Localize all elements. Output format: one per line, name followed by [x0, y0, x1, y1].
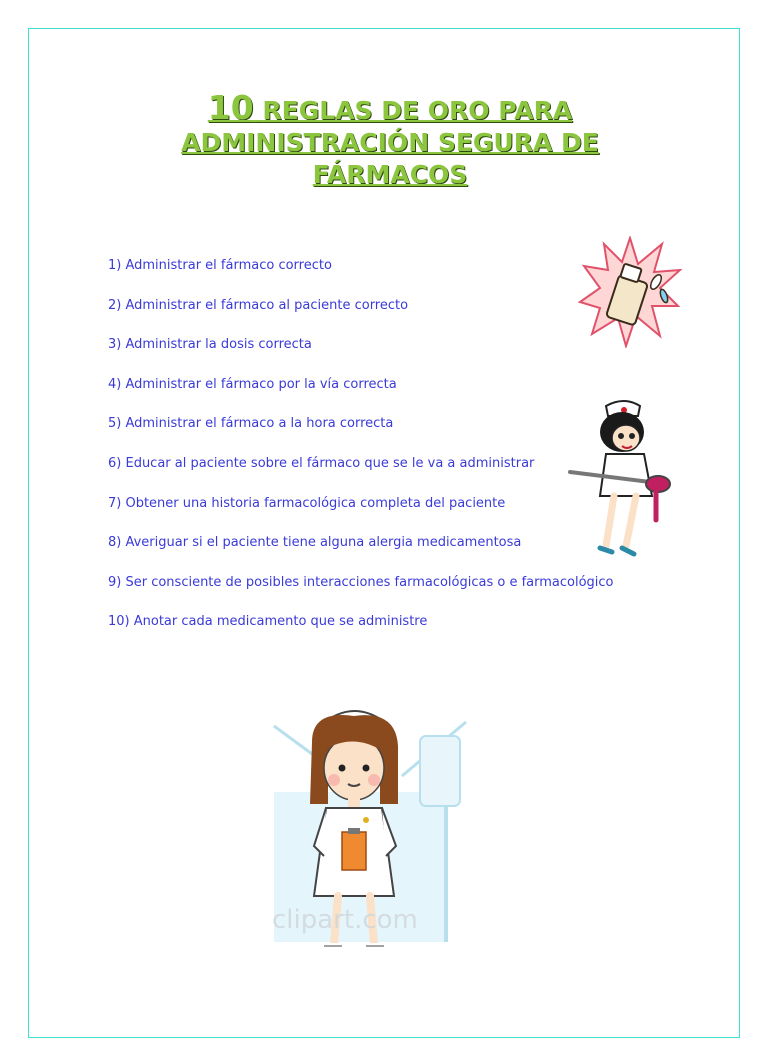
rule-item: 4) Administrar el fármaco por la vía correcta [108, 376, 397, 392]
title-line-3: FÁRMACOS [312, 160, 468, 189]
nurse-clipboard-icon [262, 696, 478, 958]
title-number: 10 [207, 88, 254, 127]
document-title [150, 88, 630, 191]
nurse-spoon-icon [566, 396, 680, 562]
rule-item: 10) Anotar cada medicamento que se administre [108, 614, 428, 630]
rule-item: 1) Administrar el fármaco correcto [108, 258, 332, 273]
watermark-text: clipart.com [272, 905, 418, 935]
title-line-2: ADMINISTRACIÓN SEGURA DE [181, 128, 599, 157]
rule-item: 6) Educar al paciente sobre el fármaco que se le va a administrar [108, 455, 535, 471]
rule-item: 7) Obtener una historia farmacológica completa del paciente [108, 495, 506, 511]
rule-item: 3) Administrar la dosis correcta [108, 337, 312, 353]
rule-item: 8) Averiguar si el paciente tiene alguna alergia medicamentosa [108, 535, 522, 551]
title-line-1 [150, 88, 630, 127]
rule-item: 5) Administrar el fármaco a la hora correcta [108, 416, 394, 432]
rules-list [108, 254, 614, 650]
medicine-bottle-icon [578, 236, 682, 348]
rule-item: 9) Ser consciente de posibles interacciones farmacológicas o e farmacológico [108, 574, 614, 590]
title-line-1-text: REGLAS DE ORO PARA [262, 96, 573, 125]
rule-item: 2) Administrar el fármaco al paciente correcto [108, 297, 409, 313]
